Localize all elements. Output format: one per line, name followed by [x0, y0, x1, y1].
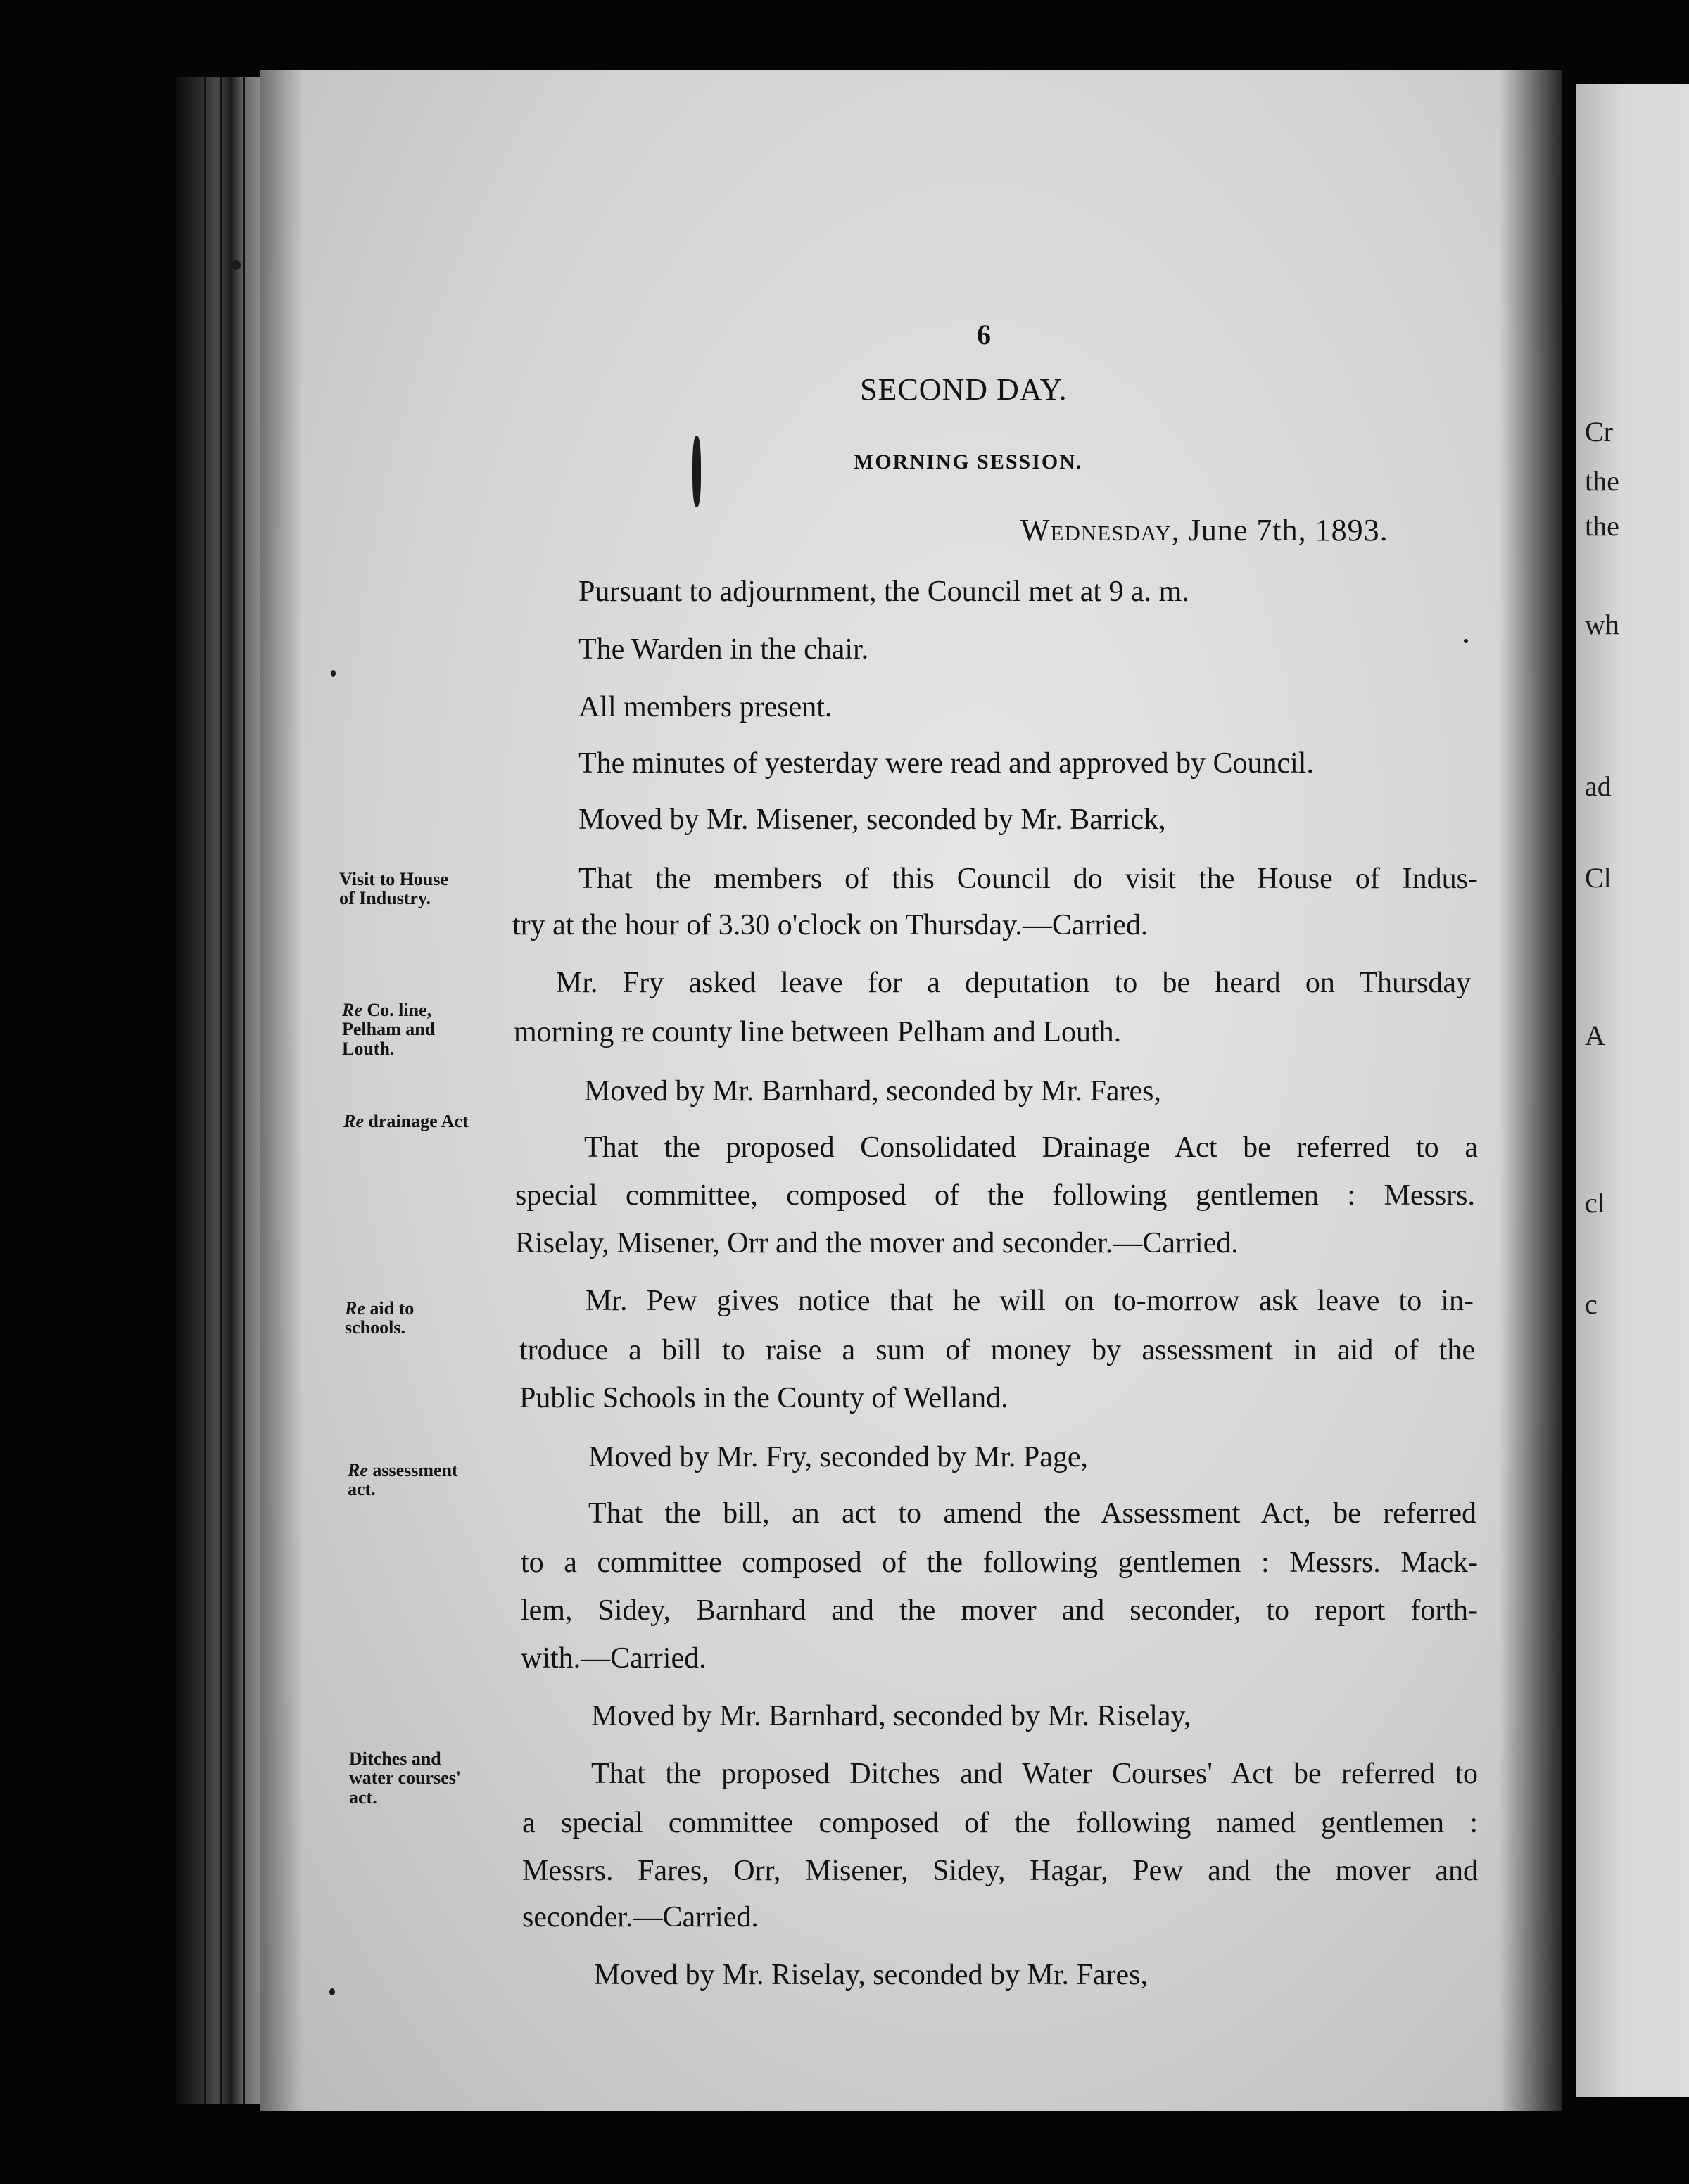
text-line: That the proposed Consolidated Drainage Act be referred to a: [584, 1131, 1478, 1164]
text-line: Mr. Fry asked leave for a deputation to be heard on Thursday: [556, 967, 1471, 999]
binding-rule: [243, 77, 245, 2104]
text-line: That the bill, an act to amend the Assessment Act, be referred: [588, 1497, 1476, 1530]
margin-note-visit-house: Visit to House of Industry.: [339, 869, 449, 909]
margin-note-re: Re: [343, 1111, 364, 1131]
margin-note-assessment: [348, 1461, 458, 1499]
page-number: 6: [977, 319, 991, 350]
margin-note-re: Re: [345, 1298, 365, 1319]
text-line: Moved by Mr. Barnhard, seconded by Mr. Fares,: [584, 1075, 1162, 1107]
text-line: Moved by Mr. Riselay, seconded by Mr. Fares,: [594, 1959, 1149, 1991]
ink-speck: [331, 670, 336, 677]
ink-blot: [692, 436, 701, 507]
next-page-fragment: the: [1585, 465, 1619, 497]
next-page-fragment: A: [1585, 1020, 1605, 1051]
text-line: with.—Carried.: [521, 1642, 707, 1675]
margin-note-text: assessment act.: [348, 1460, 458, 1500]
text-line: That the members of this Council do visit the House of Indus-: [578, 863, 1478, 895]
book-page: [260, 70, 1562, 2111]
session-date: [1020, 512, 1388, 548]
margin-note-text: drainage Act: [363, 1111, 469, 1131]
day-title: SECOND DAY.: [860, 372, 1068, 407]
next-page-fragment: Cr: [1585, 416, 1613, 447]
ink-speck: [329, 1988, 335, 1995]
next-page-fragment: cl: [1585, 1187, 1605, 1219]
page-edge-shadow: [1499, 70, 1562, 2111]
margin-note-text: aid to schools.: [345, 1298, 415, 1338]
text-line: Riselay, Misener, Orr and the mover and seconder.—Carried.: [515, 1227, 1239, 1259]
gutter-shadow: [260, 70, 303, 2111]
margin-note-co-line: [342, 1001, 435, 1058]
text-line: All members present.: [578, 691, 833, 723]
text-line: troduce a bill to raise a sum of money by assessment in aid of the: [519, 1334, 1475, 1366]
text-line: Messrs. Fares, Orr, Misener, Sidey, Hagar, Pew and the mover and: [522, 1855, 1478, 1887]
text-line: special committee, composed of the following gentlemen : Messrs.: [515, 1179, 1475, 1212]
binding-rule: [204, 77, 206, 2104]
session-title: MORNING SESSION.: [854, 450, 1083, 474]
text-line: Public Schools in the County of Welland.: [519, 1382, 1008, 1414]
margin-note-ditches: Ditches and water courses' act.: [349, 1748, 462, 1808]
text-line: Moved by Mr. Barnhard, seconded by Mr. Riselay,: [591, 1700, 1191, 1732]
ink-speck: [232, 260, 241, 270]
binding-rule: [220, 77, 222, 2104]
text-line: Moved by Mr. Misener, seconded by Mr. Barrick,: [578, 804, 1166, 836]
text-line: seconder.—Carried.: [522, 1901, 759, 1934]
text-line: That the proposed Ditches and Water Courses' Act be referred to: [591, 1758, 1478, 1790]
ink-speck: [1464, 639, 1468, 643]
text-line: try at the hour of 3.30 o'clock on Thursday.—Carried.: [512, 909, 1149, 941]
text-line: The Warden in the chair.: [578, 633, 869, 666]
text-line: a special committee composed of the following named gentlemen :: [522, 1807, 1478, 1839]
text-line: The minutes of yesterday were read and approved by Council.: [578, 747, 1314, 780]
margin-note-drainage: [343, 1112, 469, 1131]
margin-note-text: Co. line, Pelham and Louth.: [342, 1000, 436, 1059]
margin-note-re: Re: [342, 1000, 362, 1020]
text-line: Moved by Mr. Fry, seconded by Mr. Page,: [588, 1441, 1089, 1473]
margin-note-schools: [345, 1299, 414, 1338]
next-page-fragment: c: [1585, 1288, 1598, 1320]
margin-note-re: Re: [348, 1460, 368, 1480]
text-line: morning re county line between Pelham and Louth.: [514, 1016, 1122, 1048]
next-page-fragment: ad: [1585, 770, 1612, 802]
text-line: Mr. Pew gives notice that he will on to-morrow ask leave to in-: [586, 1285, 1474, 1317]
date-weekday: Wednesday: [1020, 513, 1172, 547]
next-page-fragment: the: [1585, 510, 1619, 542]
book-binding: [176, 77, 267, 2104]
date-rest: , June 7th, 1893.: [1171, 513, 1388, 547]
text-line: Pursuant to adjournment, the Council met at 9 a. m.: [578, 576, 1189, 608]
text-line: to a committee composed of the following gentlemen : Messrs. Mack-: [521, 1547, 1478, 1579]
next-page-edge: [1576, 84, 1689, 2097]
text-line: lem, Sidey, Barnhard and the mover and seconder, to report forth-: [521, 1594, 1478, 1627]
next-page-fragment: wh: [1585, 609, 1619, 640]
next-page-fragment: Cl: [1585, 862, 1612, 894]
